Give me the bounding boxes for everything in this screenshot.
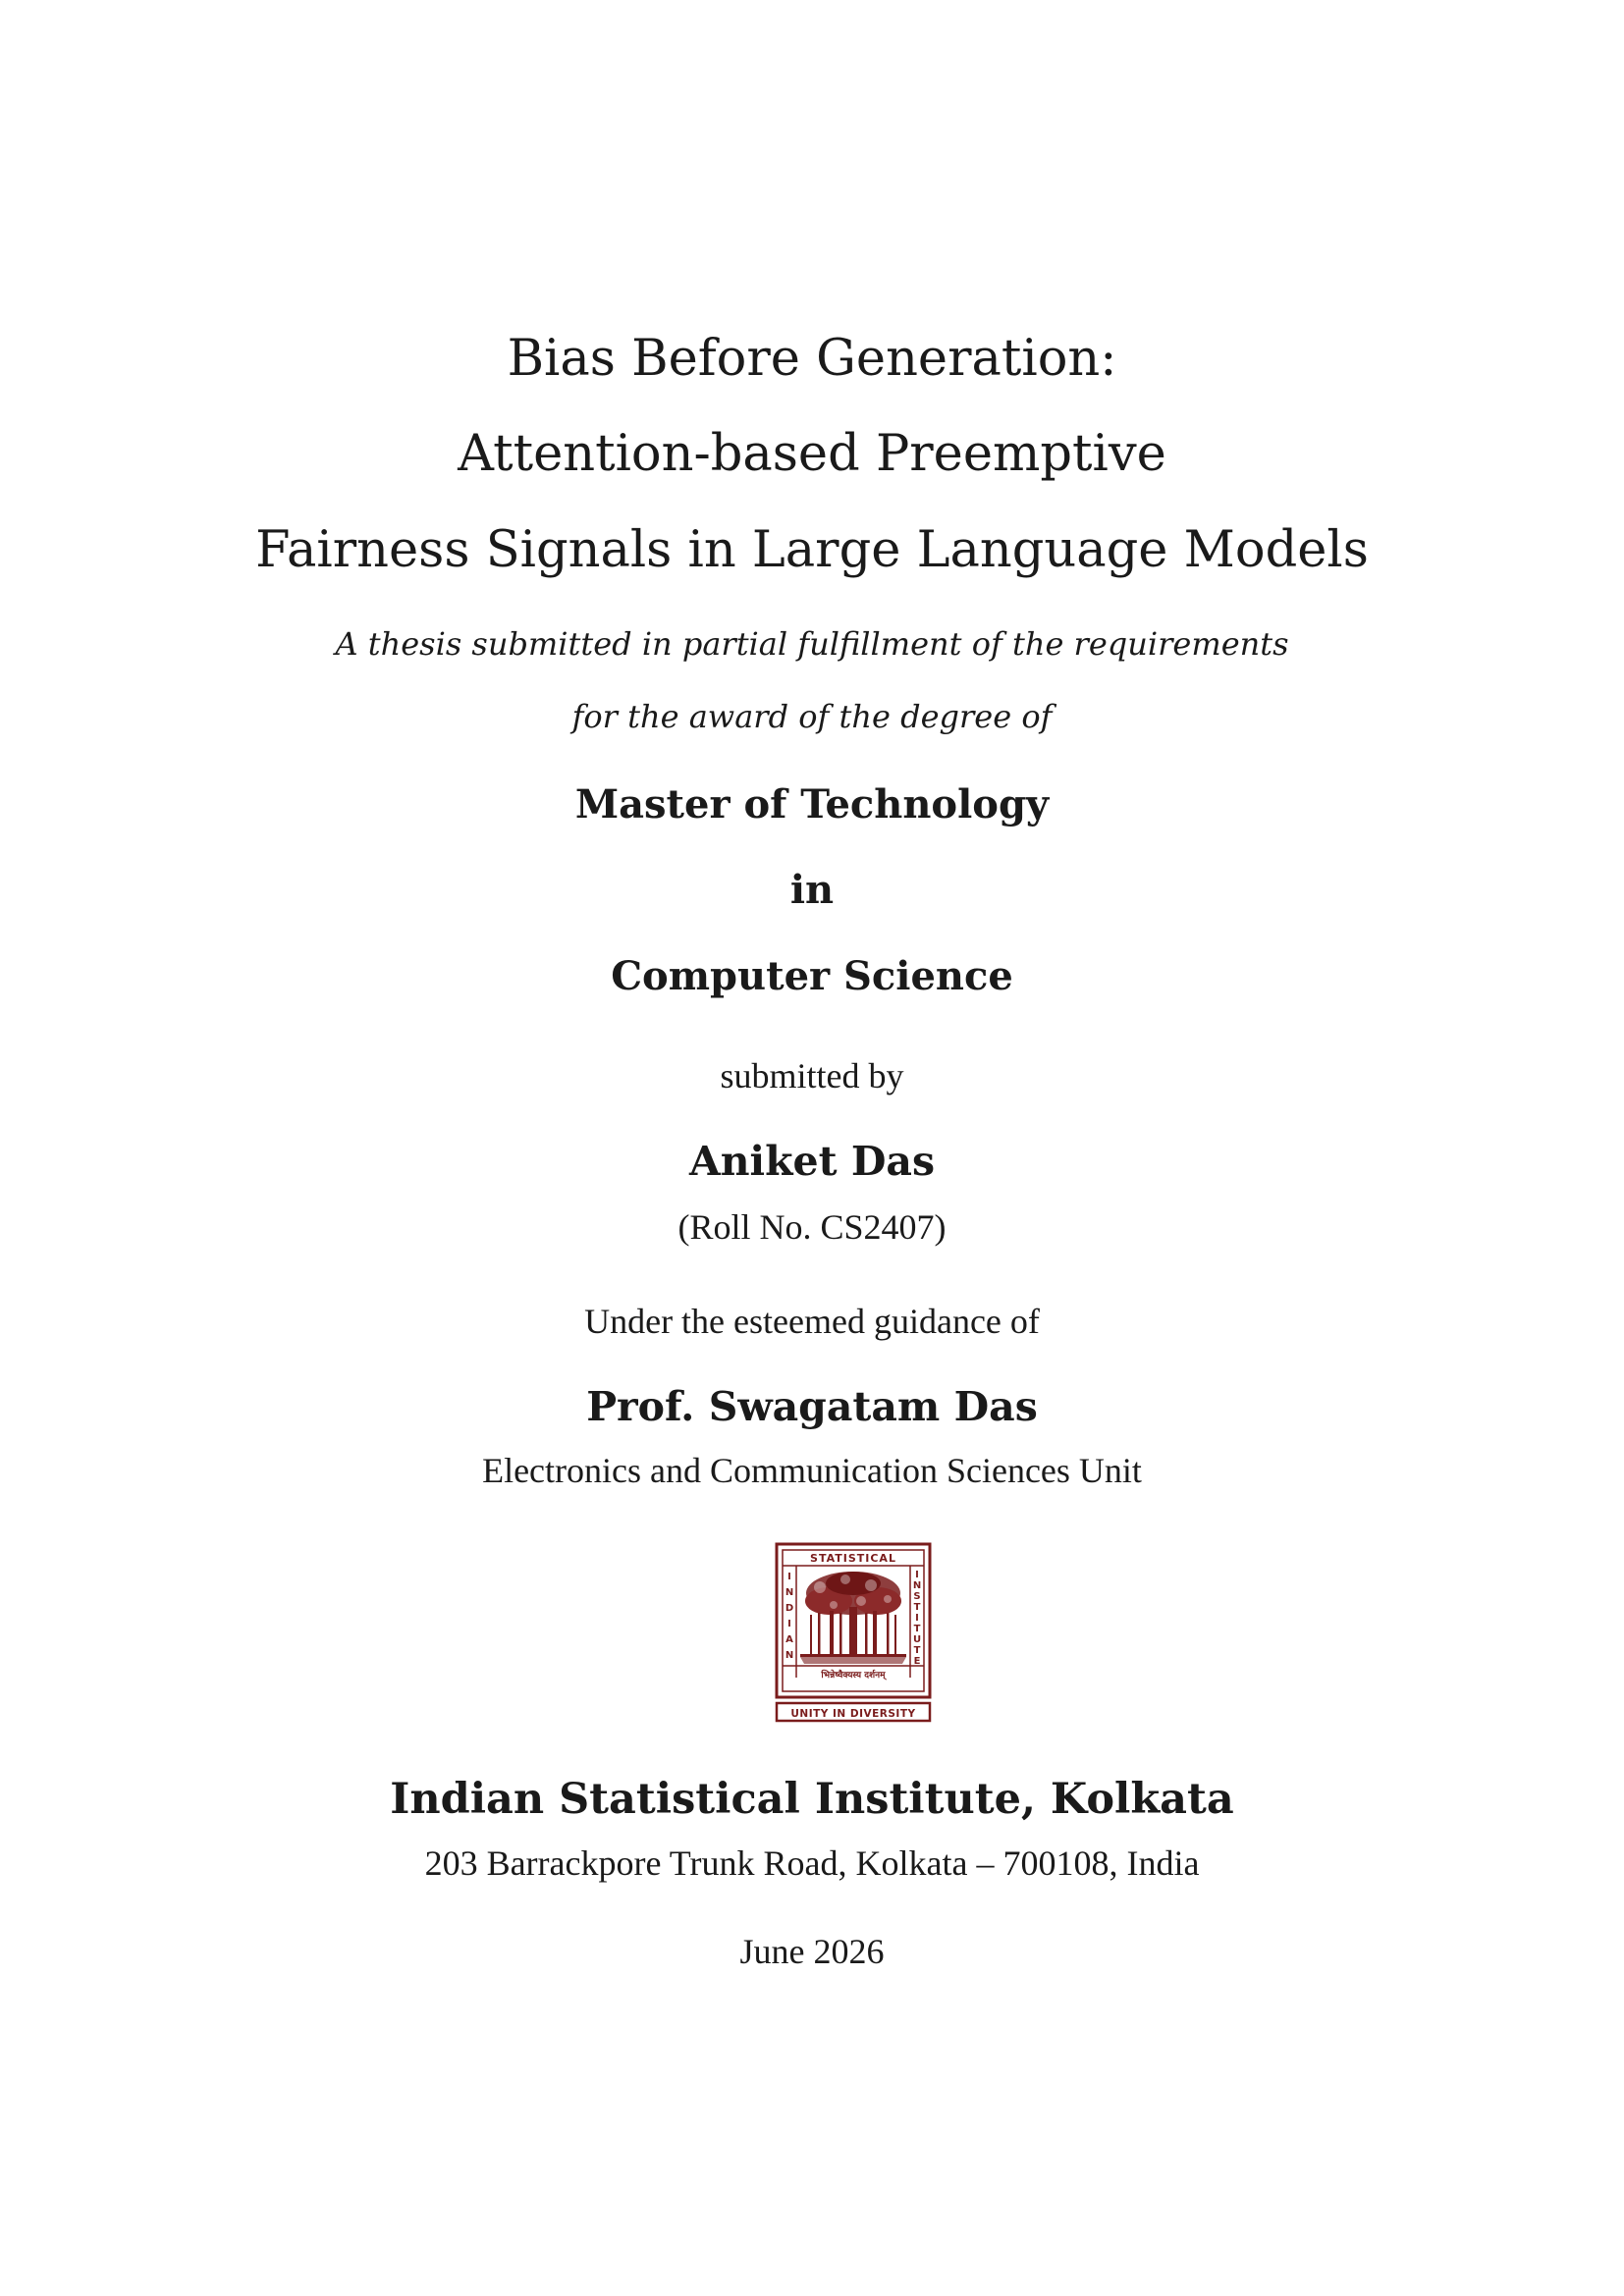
institute-address: 203 Barrackpore Trunk Road, Kolkata – 700108, India bbox=[424, 1843, 1200, 1883]
logo-right-text: I N S T I T U T E bbox=[912, 1570, 922, 1667]
supervisor-name: Prof. Swagatam Das bbox=[586, 1383, 1038, 1430]
author-roll-number: (Roll No. CS2407) bbox=[677, 1207, 947, 1247]
degree-field: Computer Science bbox=[611, 953, 1013, 999]
logo-left-text: I N D I A N bbox=[785, 1572, 794, 1661]
supervisor-unit: Electronics and Communication Sciences Unit bbox=[482, 1451, 1142, 1490]
submission-note-line-1: A thesis submitted in partial fulfillment of the requirements bbox=[335, 625, 1289, 663]
submitted-by-label: submitted by bbox=[720, 1056, 904, 1095]
thesis-title-line-1: Bias Before Generation: bbox=[507, 330, 1117, 388]
institute-name: Indian Statistical Institute, Kolkata bbox=[390, 1775, 1234, 1824]
thesis-title-line-2: Attention-based Preemptive bbox=[458, 425, 1166, 483]
degree-connector: in bbox=[789, 867, 835, 913]
logo-script-text: भिन्नेष्वैक्यस्य दर्शनम् bbox=[821, 1671, 886, 1681]
submission-date: June 2026 bbox=[739, 1932, 885, 1971]
banyan-tree-icon bbox=[800, 1572, 906, 1664]
degree-name: Master of Technology bbox=[574, 781, 1050, 828]
author-name: Aniket Das bbox=[688, 1138, 936, 1185]
thesis-title-line-3: Fairness Signals in Large Language Models bbox=[255, 521, 1369, 579]
logo-motto: UNITY IN DIVERSITY bbox=[790, 1708, 916, 1720]
guidance-label: Under the esteemed guidance of bbox=[584, 1302, 1040, 1341]
isi-logo bbox=[775, 1542, 932, 1724]
logo-top-text: STATISTICAL bbox=[810, 1552, 896, 1565]
submission-note-line-2: for the award of the degree of bbox=[571, 698, 1053, 735]
